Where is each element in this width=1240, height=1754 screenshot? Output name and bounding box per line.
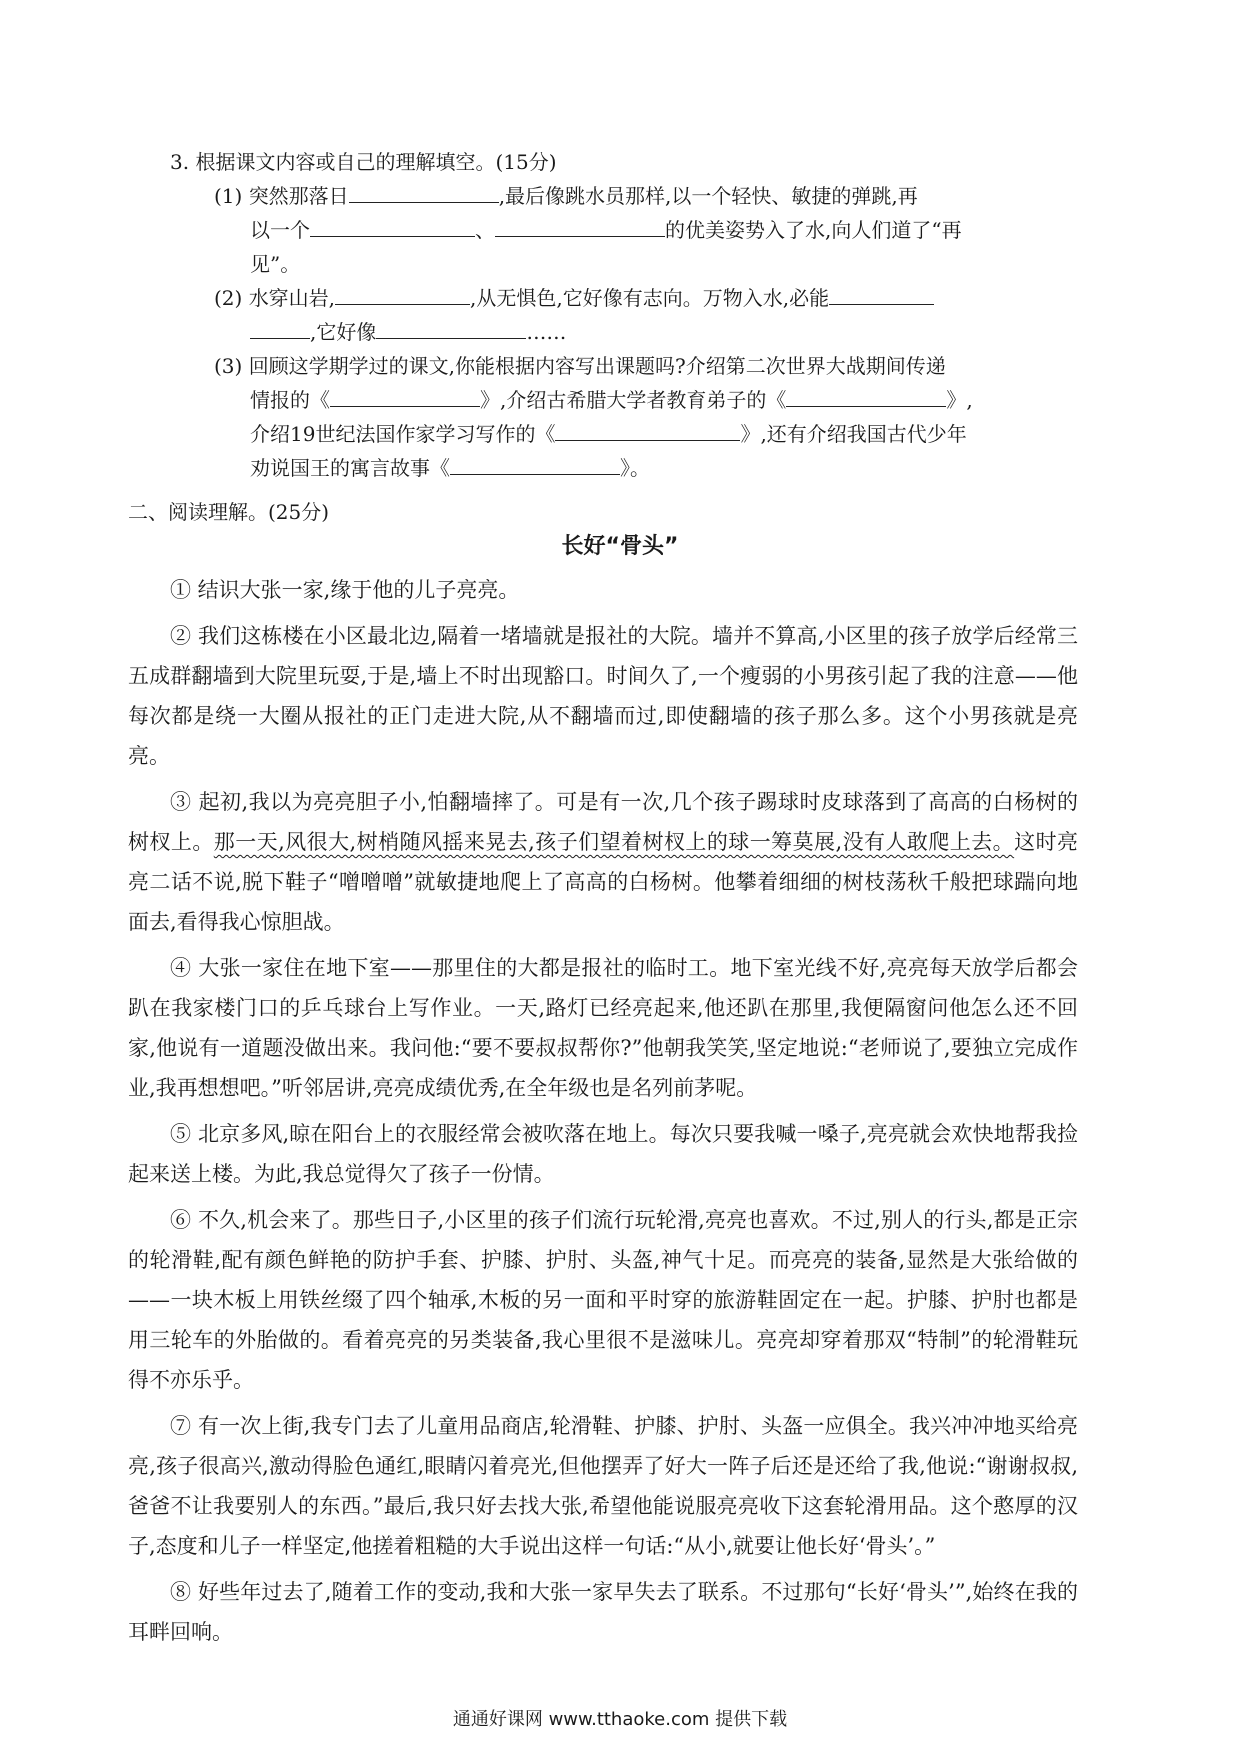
answer-blank[interactable]: [555, 418, 740, 441]
paragraph-3-text: ③ 起初,我以为亮亮胆子小,怕翻墙摔了。可是有一次,几个孩子踢球时皮球落到了高高的白杨树的树杈上。: [128, 790, 1078, 854]
q3-item-3-text: 情报的《: [250, 388, 330, 412]
q3-item-1-line-2: [170, 213, 1100, 247]
answer-blank[interactable]: [786, 384, 946, 407]
q3-item-1-text: 以一个: [250, 218, 310, 242]
answer-blank[interactable]: [250, 316, 310, 339]
q3-item-1-line-3: 见”。: [250, 252, 301, 276]
underlined-sentence: 那一天,风很大,树梢随风摇来晃去,孩子们望着树杈上的球一筹莫展,没有人敢爬上去。: [213, 830, 1015, 854]
q3-item-3-text: 》。: [620, 456, 650, 480]
answer-blank[interactable]: [310, 214, 475, 237]
paragraph-3-text: 这时亮亮二话不说,脱下鞋子“噌噌噌”就敏捷地爬上了高高的白杨树。他攀着细细的树枝荡秋千般把球踹向地面去,看得我心惊胆战。: [128, 830, 1079, 934]
q3-item-1-line-1: [170, 179, 1100, 213]
q3-item-2-text: ……: [526, 320, 567, 344]
q3-item-3-line-3: [170, 417, 1100, 451]
q3-item-3-text: 》,还有介绍我国古代少年: [740, 422, 967, 446]
question-3: [170, 145, 1100, 485]
q3-item-2-line-2: [170, 315, 1100, 349]
q3-item-3-line-4: [170, 451, 1100, 485]
question-3-heading: 3. 根据课文内容或自己的理解填空。(15分): [170, 150, 557, 174]
q3-item-1-text: 、: [475, 218, 495, 242]
paragraph-2: ② 我们这栋楼在小区最北边,隔着一堵墙就是报社的大院。墙并不算高,小区里的孩子放学后经常三五成群翻墙到大院里玩耍,于是,墙上不时出现豁口。时间久了,一个瘦弱的小男孩引起了我的注意——他每次都是绕一大圈从报社的正门走进大院,从不翻墙而过,即使翻墙的孩子那么多。这个小男孩就是亮亮。: [128, 624, 1078, 768]
reading-passage: [128, 570, 1078, 1658]
q3-item-3-text: 》,介绍古希腊大学者教育弟子的《: [480, 388, 787, 412]
q3-item-2-line-1: [170, 281, 1100, 315]
answer-blank[interactable]: [450, 452, 620, 475]
answer-blank[interactable]: [829, 282, 934, 305]
q3-item-2-text: (2) 水穿山岩,: [214, 286, 336, 310]
paragraph-4: ④ 大张一家住在地下室——那里住的大都是报社的临时工。地下室光线不好,亮亮每天放学后都会趴在我家楼门口的乒乓球台上写作业。一天,路灯已经亮起来,他还趴在那里,我便隔窗问他怎么还不回家,他说有一道题没做出来。我问他:“要不要叔叔帮你?”他朝我笑笑,坚定地说:“老师说了,要独立完成作业,我再想想吧。”听邻居讲,亮亮成绩优秀,在全年级也是名列前茅呢。: [128, 956, 1078, 1100]
q3-item-3-text: 》,: [946, 388, 973, 412]
answer-blank[interactable]: [335, 282, 470, 305]
paragraph-6: ⑥ 不久,机会来了。那些日子,小区里的孩子们流行玩轮滑,亮亮也喜欢。不过,别人的行头,都是正宗的轮滑鞋,配有颜色鲜艳的防护手套、护膝、护肘、头盔,神气十足。而亮亮的装备,显然是大张给做的——一块木板上用铁丝缀了四个轴承,木板的另一面和平时穿的旅游鞋固定在一起。护膝、护肘也都是用三轮车的外胎做的。看着亮亮的另类装备,我心里很不是滋味儿。亮亮却穿着那双“特制”的轮滑鞋玩得不亦乐乎。: [128, 1208, 1078, 1392]
paragraph-8: ⑧ 好些年过去了,随着工作的变动,我和大张一家早失去了联系。不过那句“长好‘骨头’”,始终在我的耳畔回响。: [128, 1580, 1078, 1644]
answer-blank[interactable]: [495, 214, 665, 237]
q3-item-1-text: (1) 突然那落日: [214, 184, 349, 208]
passage-title: 长好“骨头”: [561, 534, 679, 559]
q3-item-2-text: ,它好像: [310, 320, 377, 344]
paragraph-1: ① 结识大张一家,缘于他的儿子亮亮。: [170, 578, 520, 602]
section-2-heading: 二、阅读理解。(25分): [128, 500, 330, 524]
paragraph-5: ⑤ 北京多风,晾在阳台上的衣服经常会被吹落在地上。每次只要我喊一嗓子,亮亮就会欢快地帮我捡起来送上楼。为此,我总觉得欠了孩子一份情。: [128, 1122, 1078, 1186]
answer-blank[interactable]: [376, 316, 526, 339]
footer-credit: 通通好课网 www.tthaoke.com 提供下载: [452, 1709, 788, 1730]
q3-item-1-text: ,最后像跳水员那样,以一个轻快、敏捷的弹跳,再: [498, 184, 918, 208]
q3-item-3-text: 劝说国王的寓言故事《: [250, 456, 450, 480]
q3-item-3-line-2: [170, 383, 1100, 417]
paragraph-7: ⑦ 有一次上街,我专门去了儿童用品商店,轮滑鞋、护膝、护肘、头盔一应俱全。我兴冲冲地买给亮亮,孩子很高兴,激动得脸色通红,眼睛闪着亮光,但他摆弄了好大一阵子后还是还给了我,他说:“谢谢叔叔,爸爸不让我要别人的东西。”最后,我只好去找大张,希望他能说服亮亮收下这套轮滑用品。这个憨厚的汉子,态度和儿子一样坚定,他搓着粗糙的大手说出这样一句话:“从小,就要让他长好‘骨头’。”: [128, 1414, 1078, 1558]
q3-item-3-text: 介绍19世纪法国作家学习写作的《: [250, 422, 556, 446]
q3-item-1-text: 的优美姿势入了水,向人们道了“再: [665, 218, 962, 242]
q3-item-3-line-1: (3) 回顾这学期学过的课文,你能根据内容写出课题吗?介绍第二次世界大战期间传递: [214, 354, 946, 378]
answer-blank[interactable]: [330, 384, 480, 407]
paragraph-3: [128, 782, 1078, 942]
answer-blank[interactable]: [349, 180, 499, 203]
q3-item-2-text: ,从无惧色,它好像有志向。万物入水,必能: [470, 286, 830, 310]
